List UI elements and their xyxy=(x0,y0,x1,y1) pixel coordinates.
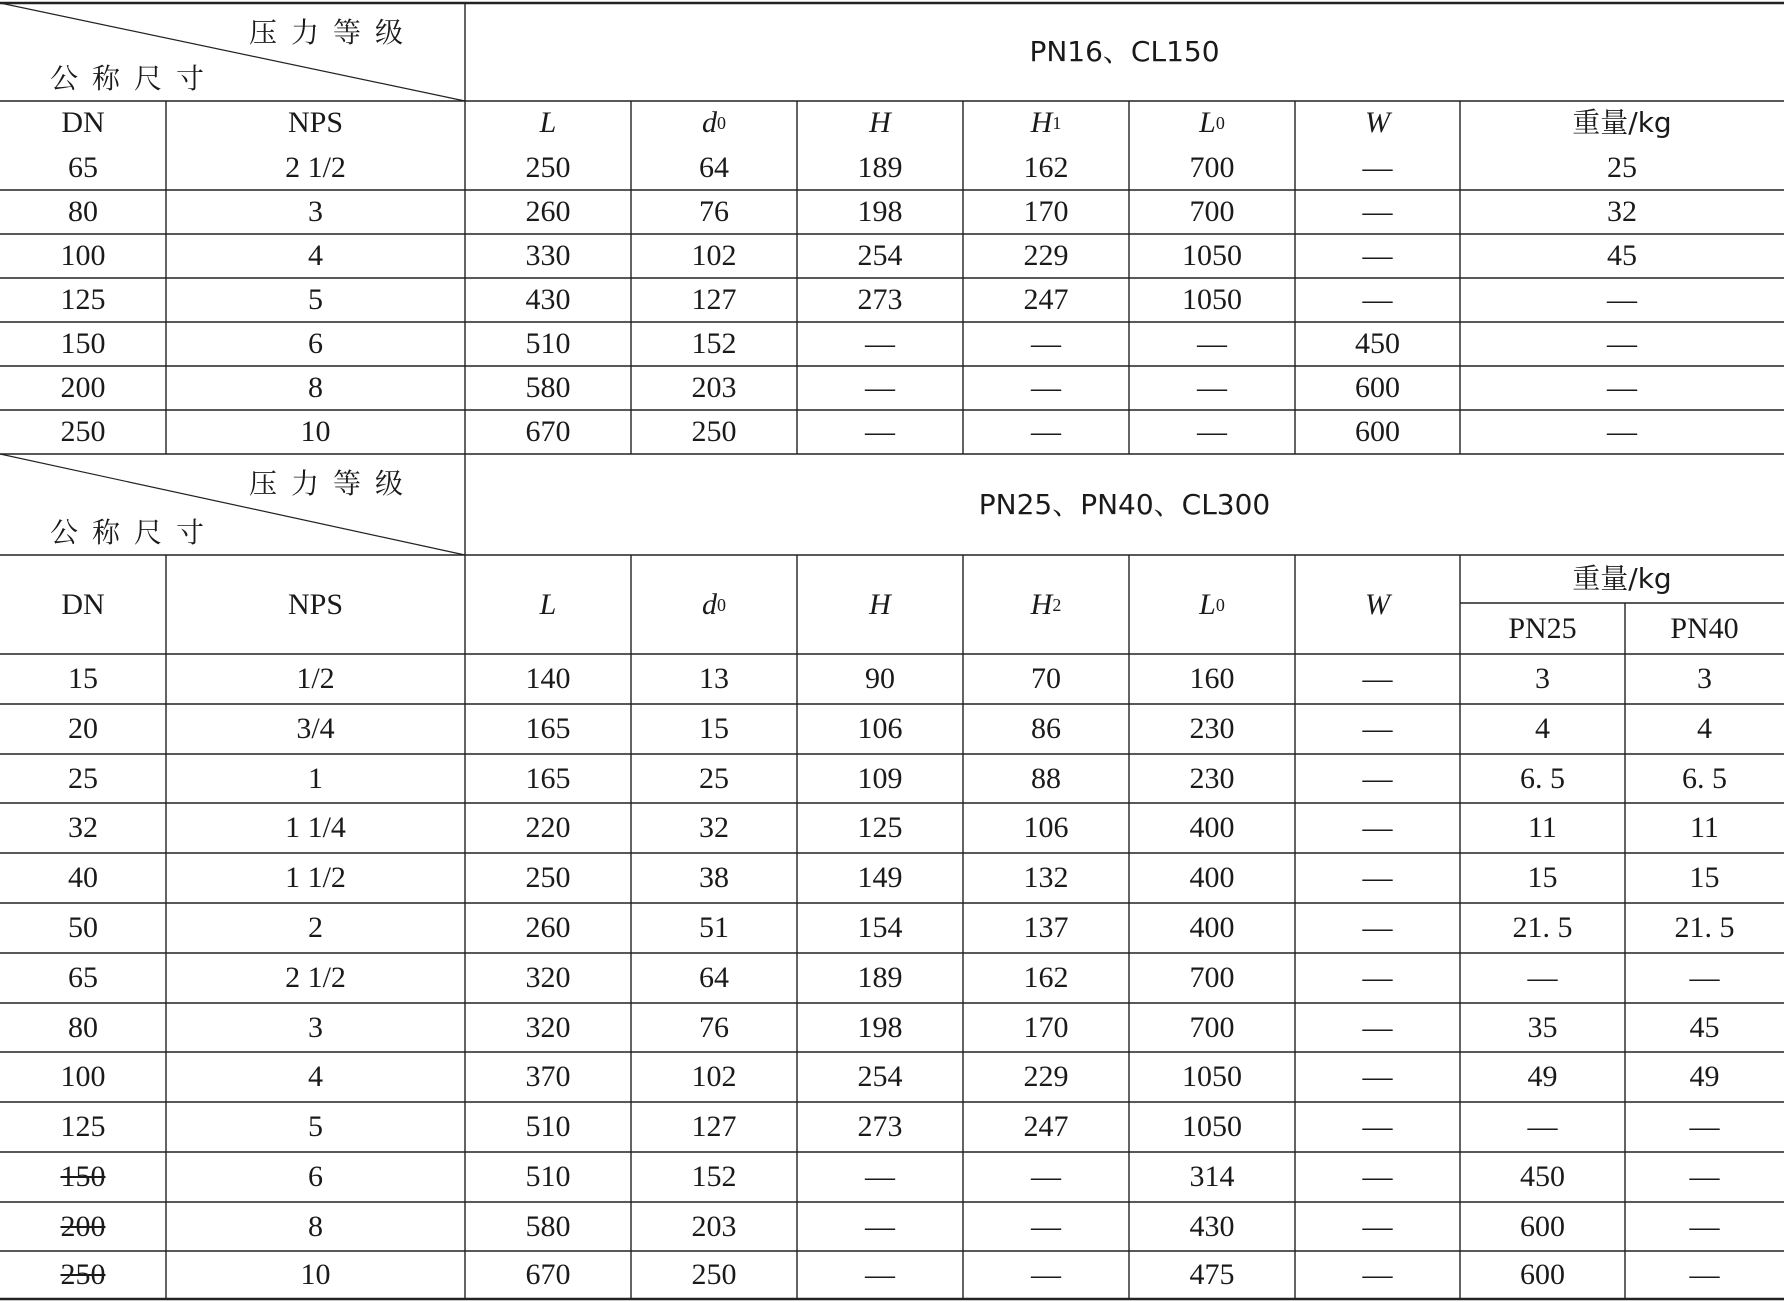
corner-pressure-label: 压力等级 xyxy=(249,16,418,49)
header-L-subscript: 0 xyxy=(1215,594,1225,615)
table-cell: 76 xyxy=(699,1010,729,1044)
table-cell: 600 xyxy=(1520,1209,1565,1243)
header-weight-pn25: PN25 xyxy=(1508,611,1577,645)
table-cell: 400 xyxy=(1189,861,1235,894)
table-row-dn xyxy=(0,1251,166,1299)
table-cell: 21. 5 xyxy=(1512,911,1573,944)
table-cell: 510 xyxy=(525,327,571,360)
table-cell: 162 xyxy=(1023,150,1069,184)
table-cell: — xyxy=(1031,1209,1061,1243)
table-cell: 49 xyxy=(1689,1060,1720,1093)
table-cell: 64 xyxy=(699,961,729,994)
table-row-dn: 20 xyxy=(68,712,98,745)
table-cell: — xyxy=(865,1209,895,1243)
table-row-dn: 100 xyxy=(60,239,106,272)
table-cell: — xyxy=(1689,1160,1720,1193)
table-row-dn: 80 xyxy=(68,1010,98,1044)
table-cell: 229 xyxy=(1023,239,1069,272)
table-cell: 250 xyxy=(691,415,737,448)
table-row-dn: 32 xyxy=(68,811,98,844)
header-W: W xyxy=(1365,106,1390,139)
table-cell: — xyxy=(865,1258,895,1291)
header-L-symbol: L xyxy=(1199,106,1216,139)
header-nps: NPS xyxy=(287,106,344,139)
table-cell: 3 xyxy=(1697,662,1712,695)
table-cell: 45 xyxy=(1607,239,1637,272)
table-cell: 4 xyxy=(1697,712,1712,745)
table-cell: 250 xyxy=(525,861,571,894)
table-cell: 6 xyxy=(308,327,323,360)
table-cell: 10 xyxy=(300,415,331,448)
table-cell: 25 xyxy=(1607,150,1637,184)
table-cell: 64 xyxy=(699,150,729,184)
header-L0 xyxy=(1129,555,1295,654)
table-cell: — xyxy=(1362,1110,1393,1143)
table-cell: 21. 5 xyxy=(1674,911,1735,944)
table-cell: 3/4 xyxy=(296,712,335,745)
table-row-dn xyxy=(0,1202,166,1251)
table-cell: 106 xyxy=(1023,811,1069,844)
table-cell: — xyxy=(1607,327,1637,360)
table-cell: 149 xyxy=(857,861,903,894)
table-row-dn: 65 xyxy=(68,961,98,994)
table-row-dn: 40 xyxy=(68,861,98,894)
table-cell: 170 xyxy=(1023,1010,1069,1044)
table-cell: 700 xyxy=(1189,1010,1235,1044)
table-cell: — xyxy=(1362,1209,1393,1243)
corner-size-label: 公称尺寸 xyxy=(50,62,219,95)
table-cell: — xyxy=(1362,1010,1393,1044)
table-cell: 260 xyxy=(525,195,571,228)
table-cell: 600 xyxy=(1520,1258,1565,1291)
table-cell: 1050 xyxy=(1182,1110,1242,1143)
header-dn: DN xyxy=(61,106,105,139)
table-cell: 2 1/2 xyxy=(285,150,346,184)
header-d0 xyxy=(631,101,797,145)
table-cell: — xyxy=(1607,283,1637,316)
table-cell: 189 xyxy=(857,150,903,184)
table-cell: 250 xyxy=(525,150,571,184)
table-cell: — xyxy=(1362,761,1393,795)
table-cell: 273 xyxy=(857,1110,903,1143)
header-dn: DN xyxy=(61,587,105,621)
table-cell: 25 xyxy=(699,761,729,795)
table-cell: 430 xyxy=(525,283,571,316)
table-row-dn xyxy=(0,1152,166,1202)
table-cell: 3 xyxy=(1535,662,1550,695)
header-L: L xyxy=(539,587,557,621)
table-cell: — xyxy=(1362,150,1393,184)
table-cell: 165 xyxy=(525,712,571,745)
table-cell: 273 xyxy=(857,283,903,316)
table-cell: 86 xyxy=(1031,712,1061,745)
table-cell: 320 xyxy=(525,961,571,994)
table-cell: 140 xyxy=(525,662,571,695)
table-cell: 700 xyxy=(1189,195,1235,228)
table-cell: 154 xyxy=(857,911,903,944)
table-cell: 254 xyxy=(857,1060,903,1093)
table-cell: 6. 5 xyxy=(1520,761,1565,795)
table-cell: 2 1/2 xyxy=(285,961,346,994)
table-cell: 4 xyxy=(1535,712,1550,745)
table-cell: — xyxy=(1362,961,1393,994)
table-cell: 152 xyxy=(691,1160,737,1193)
table-cell: 1050 xyxy=(1182,239,1242,272)
table-cell: 203 xyxy=(691,1209,737,1243)
dn-value-struck: 150 xyxy=(60,1160,106,1193)
table-cell: 1050 xyxy=(1182,1060,1242,1093)
table-cell: — xyxy=(1527,1110,1558,1143)
table-row-dn: 125 xyxy=(60,283,106,316)
table-cell: 125 xyxy=(857,811,903,844)
table-cell: 220 xyxy=(525,811,571,844)
table-cell: 102 xyxy=(691,1060,737,1093)
table-cell: — xyxy=(1362,811,1393,844)
table-cell: — xyxy=(865,1160,895,1193)
table-cell: 3 xyxy=(308,1010,323,1044)
table-cell: 250 xyxy=(691,1258,737,1291)
table-cell: 1050 xyxy=(1182,283,1242,316)
table-cell: 1 1/2 xyxy=(285,861,346,894)
table-cell: 8 xyxy=(308,371,323,404)
table-cell: 38 xyxy=(699,861,729,894)
table-cell: 320 xyxy=(525,1010,571,1044)
table-cell: 13 xyxy=(699,662,729,695)
header-H2 xyxy=(963,555,1129,654)
table-cell: 32 xyxy=(699,811,729,844)
table-cell: 51 xyxy=(699,911,729,944)
table-cell: 11 xyxy=(1528,811,1557,844)
table-cell: 2 xyxy=(308,911,323,944)
table-cell: 32 xyxy=(1607,195,1637,228)
header-H: H xyxy=(869,587,891,621)
pressure-class-title: PN16、CL150 xyxy=(1029,35,1220,68)
header-L-subscript: 0 xyxy=(1215,113,1225,133)
table-cell: — xyxy=(865,371,895,404)
table-cell: 3 xyxy=(308,195,323,228)
table-cell: 152 xyxy=(691,327,737,360)
table-cell: 1 xyxy=(308,761,323,795)
table-cell: 510 xyxy=(525,1110,571,1143)
header-nps: NPS xyxy=(287,587,344,621)
table-cell: 230 xyxy=(1189,761,1235,795)
table-cell: — xyxy=(865,415,895,448)
table-cell: 450 xyxy=(1520,1160,1565,1193)
table-cell: — xyxy=(1031,327,1061,360)
table-cell: 15 xyxy=(1689,861,1720,894)
table-row-dn: 25 xyxy=(68,761,98,795)
table-row-dn: 150 xyxy=(60,327,106,360)
table-cell: 400 xyxy=(1189,911,1235,944)
table-cell: 203 xyxy=(691,371,737,404)
table-cell: 670 xyxy=(525,1258,571,1291)
pressure-class-title: PN25、PN40、CL300 xyxy=(978,487,1271,521)
header-L0 xyxy=(1129,101,1295,145)
table-cell: — xyxy=(1031,415,1061,448)
table-cell: 330 xyxy=(525,239,571,272)
table-cell: 400 xyxy=(1189,811,1235,844)
table-cell: 6. 5 xyxy=(1682,761,1727,795)
table-cell: 198 xyxy=(857,195,903,228)
table-row-dn: 250 xyxy=(60,415,106,448)
header-weight: 重量/kg xyxy=(1572,106,1672,139)
table-cell: 15 xyxy=(1527,861,1558,894)
table-cell: 254 xyxy=(857,239,903,272)
table-row-dn: 200 xyxy=(60,371,106,404)
header-H-symbol: H xyxy=(1030,587,1053,621)
table-cell: 700 xyxy=(1189,961,1235,994)
header-L: L xyxy=(539,106,557,139)
table-cell: 600 xyxy=(1355,371,1400,404)
header-d-subscript: 0 xyxy=(717,594,726,615)
table-cell: 430 xyxy=(1189,1209,1235,1243)
table-cell: — xyxy=(1607,371,1637,404)
table-row-dn: 15 xyxy=(68,662,98,695)
table-cell: 35 xyxy=(1527,1010,1558,1044)
corner-pressure-label: 压力等级 xyxy=(249,467,418,500)
table-cell: 189 xyxy=(857,961,903,994)
table-cell: — xyxy=(1527,961,1558,994)
table-cell: 670 xyxy=(525,415,571,448)
table-cell: — xyxy=(1362,1160,1393,1193)
table-cell: 160 xyxy=(1189,662,1235,695)
table-cell: — xyxy=(1362,911,1393,944)
table-cell: 4 xyxy=(308,1060,323,1093)
header-d-subscript: 0 xyxy=(717,113,726,133)
table-cell: 230 xyxy=(1189,712,1235,745)
header-H: H xyxy=(869,106,891,139)
table-cell: 475 xyxy=(1189,1258,1235,1291)
table-cell: 162 xyxy=(1023,961,1069,994)
table-row-dn: 80 xyxy=(68,195,98,228)
table-cell: 109 xyxy=(857,761,903,795)
table-row-dn: 50 xyxy=(68,911,98,944)
table-cell: 127 xyxy=(691,1110,737,1143)
table-cell: 600 xyxy=(1355,415,1400,448)
table-cell: — xyxy=(1362,712,1393,745)
header-H-subscript: 2 xyxy=(1052,594,1062,615)
table-cell: — xyxy=(1362,662,1393,695)
table-cell: 15 xyxy=(699,712,729,745)
table-cell: — xyxy=(1031,1160,1061,1193)
table-cell: — xyxy=(1362,239,1393,272)
table-cell: — xyxy=(1031,371,1061,404)
table-cell: 580 xyxy=(525,371,571,404)
table-cell: — xyxy=(1689,1258,1720,1291)
header-d-symbol: d xyxy=(702,587,717,621)
table-cell: 90 xyxy=(865,662,895,695)
table-cell: — xyxy=(1689,961,1720,994)
table-cell: — xyxy=(1689,1110,1720,1143)
table-cell: 137 xyxy=(1023,911,1069,944)
table-cell: 88 xyxy=(1031,761,1061,795)
table-row-dn: 65 xyxy=(68,150,98,184)
table-cell: — xyxy=(1362,1060,1393,1093)
table-cell: 229 xyxy=(1023,1060,1069,1093)
table-cell: 10 xyxy=(300,1258,331,1291)
table-cell: 700 xyxy=(1189,150,1235,184)
table-cell: 510 xyxy=(525,1160,571,1193)
table-cell: 70 xyxy=(1031,662,1061,695)
table-cell: — xyxy=(1197,327,1227,360)
table-cell: 45 xyxy=(1689,1010,1720,1044)
table-cell: 247 xyxy=(1023,1110,1069,1143)
header-H-symbol: H xyxy=(1030,106,1053,139)
table-cell: 76 xyxy=(699,195,729,228)
table-cell: 102 xyxy=(691,239,737,272)
table-cell: 132 xyxy=(1023,861,1069,894)
table-cell: 4 xyxy=(308,239,323,272)
corner-size-label: 公称尺寸 xyxy=(50,516,219,549)
table-cell: 247 xyxy=(1023,283,1069,316)
header-weight-pn40: PN40 xyxy=(1670,611,1739,645)
header-d-symbol: d xyxy=(702,106,717,139)
table-cell: — xyxy=(1362,861,1393,894)
table-row-dn: 100 xyxy=(60,1060,106,1093)
table-cell: — xyxy=(1031,1258,1061,1291)
table-cell: — xyxy=(1689,1209,1720,1243)
dn-value-struck: 250 xyxy=(60,1258,106,1291)
table-cell: 260 xyxy=(525,911,571,944)
table-cell: — xyxy=(1607,415,1637,448)
table-cell: — xyxy=(1362,1258,1393,1291)
table-cell: 314 xyxy=(1189,1160,1235,1193)
dn-value-struck: 200 xyxy=(60,1209,106,1243)
table-cell: — xyxy=(1362,195,1393,228)
table-cell: 106 xyxy=(857,712,903,745)
table-cell: 170 xyxy=(1023,195,1069,228)
table-cell: — xyxy=(1197,415,1227,448)
table-cell: 5 xyxy=(308,1110,323,1143)
table-cell: 370 xyxy=(525,1060,571,1093)
table-cell: — xyxy=(1362,283,1393,316)
table-cell: 198 xyxy=(857,1010,903,1044)
header-d0 xyxy=(631,555,797,654)
table-cell: 450 xyxy=(1355,327,1400,360)
table-cell: — xyxy=(865,327,895,360)
table-cell: 49 xyxy=(1527,1060,1558,1093)
header-H-subscript: 1 xyxy=(1052,113,1062,133)
header-weight: 重量/kg xyxy=(1572,562,1672,595)
header-H1 xyxy=(963,101,1129,145)
table-cell: 127 xyxy=(691,283,737,316)
table-cell: 8 xyxy=(308,1209,323,1243)
table-cell: 580 xyxy=(525,1209,571,1243)
table-cell: 1/2 xyxy=(296,662,335,695)
table-cell: 6 xyxy=(308,1160,323,1193)
table-cell: 11 xyxy=(1690,811,1719,844)
table-row-dn: 125 xyxy=(60,1110,106,1143)
table-cell: 165 xyxy=(525,761,571,795)
table-cell: 1 1/4 xyxy=(285,811,346,844)
header-W: W xyxy=(1365,587,1390,621)
header-L-symbol: L xyxy=(1199,587,1216,621)
table-cell: 5 xyxy=(308,283,323,316)
table-cell: — xyxy=(1197,371,1227,404)
